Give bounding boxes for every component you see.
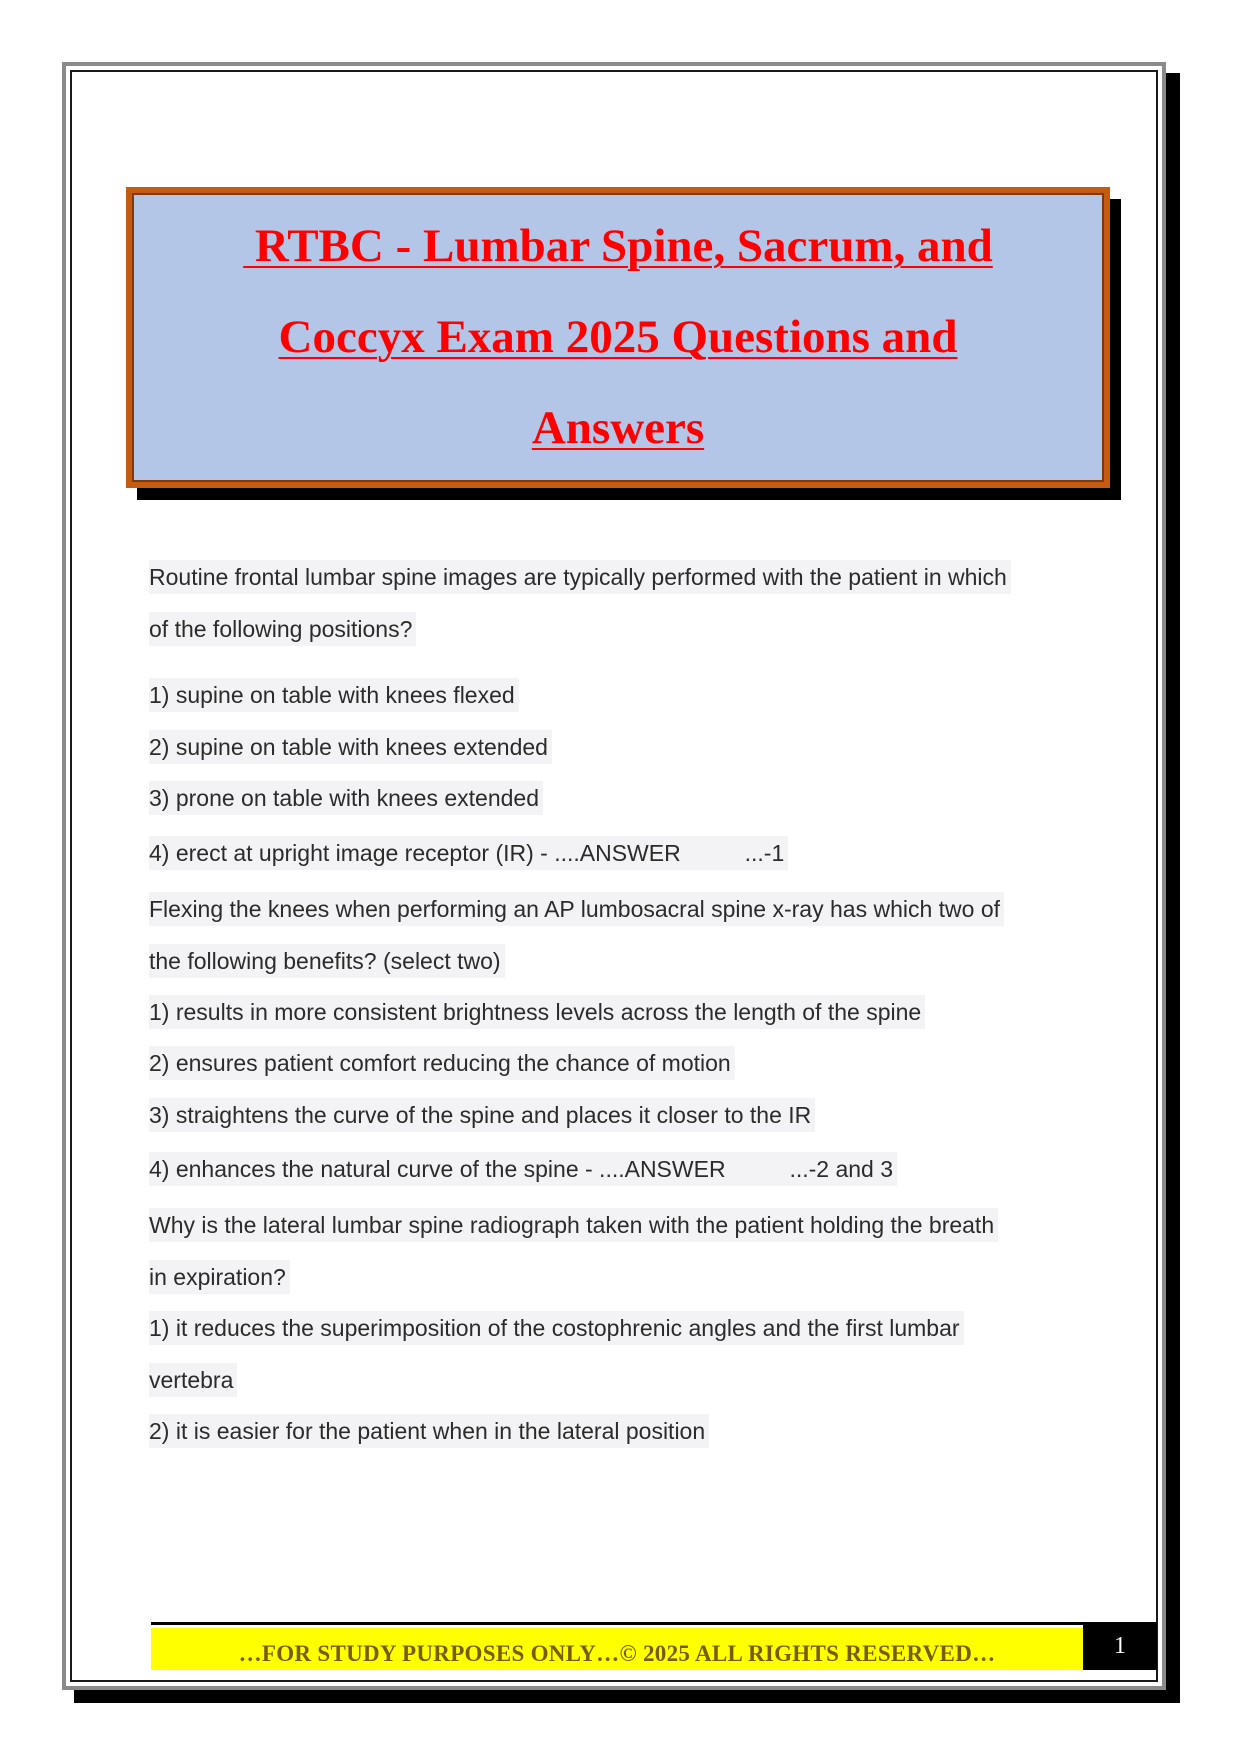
title-line-3: Answers [531, 402, 705, 454]
question-2-option-1: 1) results in more consistent brightness levels across the length of the spine [149, 995, 925, 1029]
question-1-option-4-answer: 4) erect at upright image receptor (IR) - ....ANSWER ...-1 [149, 836, 788, 870]
question-1-option-1: 1) supine on table with knees flexed [149, 678, 519, 712]
question-1-option-2: 2) supine on table with knees extended [149, 730, 552, 764]
question-3-option-1-line-2: vertebra [149, 1363, 237, 1397]
question-1-text-line-1: Routine frontal lumbar spine images are typically performed with the patient in which [149, 560, 1011, 594]
page-number-box [1083, 1622, 1157, 1670]
question-2-option-2: 2) ensures patient comfort reducing the chance of motion [149, 1046, 735, 1080]
title-line-1: RTBC - Lumbar Spine, Sacrum, and [243, 220, 993, 272]
title-box [126, 187, 1110, 488]
footer-text: …FOR STUDY PURPOSES ONLY…© 2025 ALL RIGHTS RESERVED… [238, 1641, 996, 1666]
question-1-option-3: 3) prone on table with knees extended [149, 781, 543, 815]
question-3-text-line-2: in expiration? [149, 1260, 290, 1294]
question-3-option-1-line-1: 1) it reduces the superimposition of the costophrenic angles and the first lumbar [149, 1311, 964, 1345]
question-3-text-line-1: Why is the lateral lumbar spine radiograph taken with the patient holding the breath [149, 1208, 998, 1242]
question-2-text-line-1: Flexing the knees when performing an AP lumbosacral spine x-ray has which two of [149, 892, 1004, 926]
footer-rule [151, 1622, 1083, 1625]
page-number: 1 [1114, 1632, 1126, 1659]
question-2-option-4-answer: 4) enhances the natural curve of the spine - ....ANSWER ...-2 and 3 [149, 1152, 897, 1186]
question-3-option-2: 2) it is easier for the patient when in the lateral position [149, 1414, 709, 1448]
footer-bar [151, 1628, 1083, 1670]
question-2-option-3: 3) straightens the curve of the spine and places it closer to the IR [149, 1098, 815, 1132]
title-line-2: Coccyx Exam 2025 Questions and [278, 311, 958, 363]
question-1-text-line-2: of the following positions? [149, 612, 416, 646]
question-2-text-line-2: the following benefits? (select two) [149, 944, 505, 978]
